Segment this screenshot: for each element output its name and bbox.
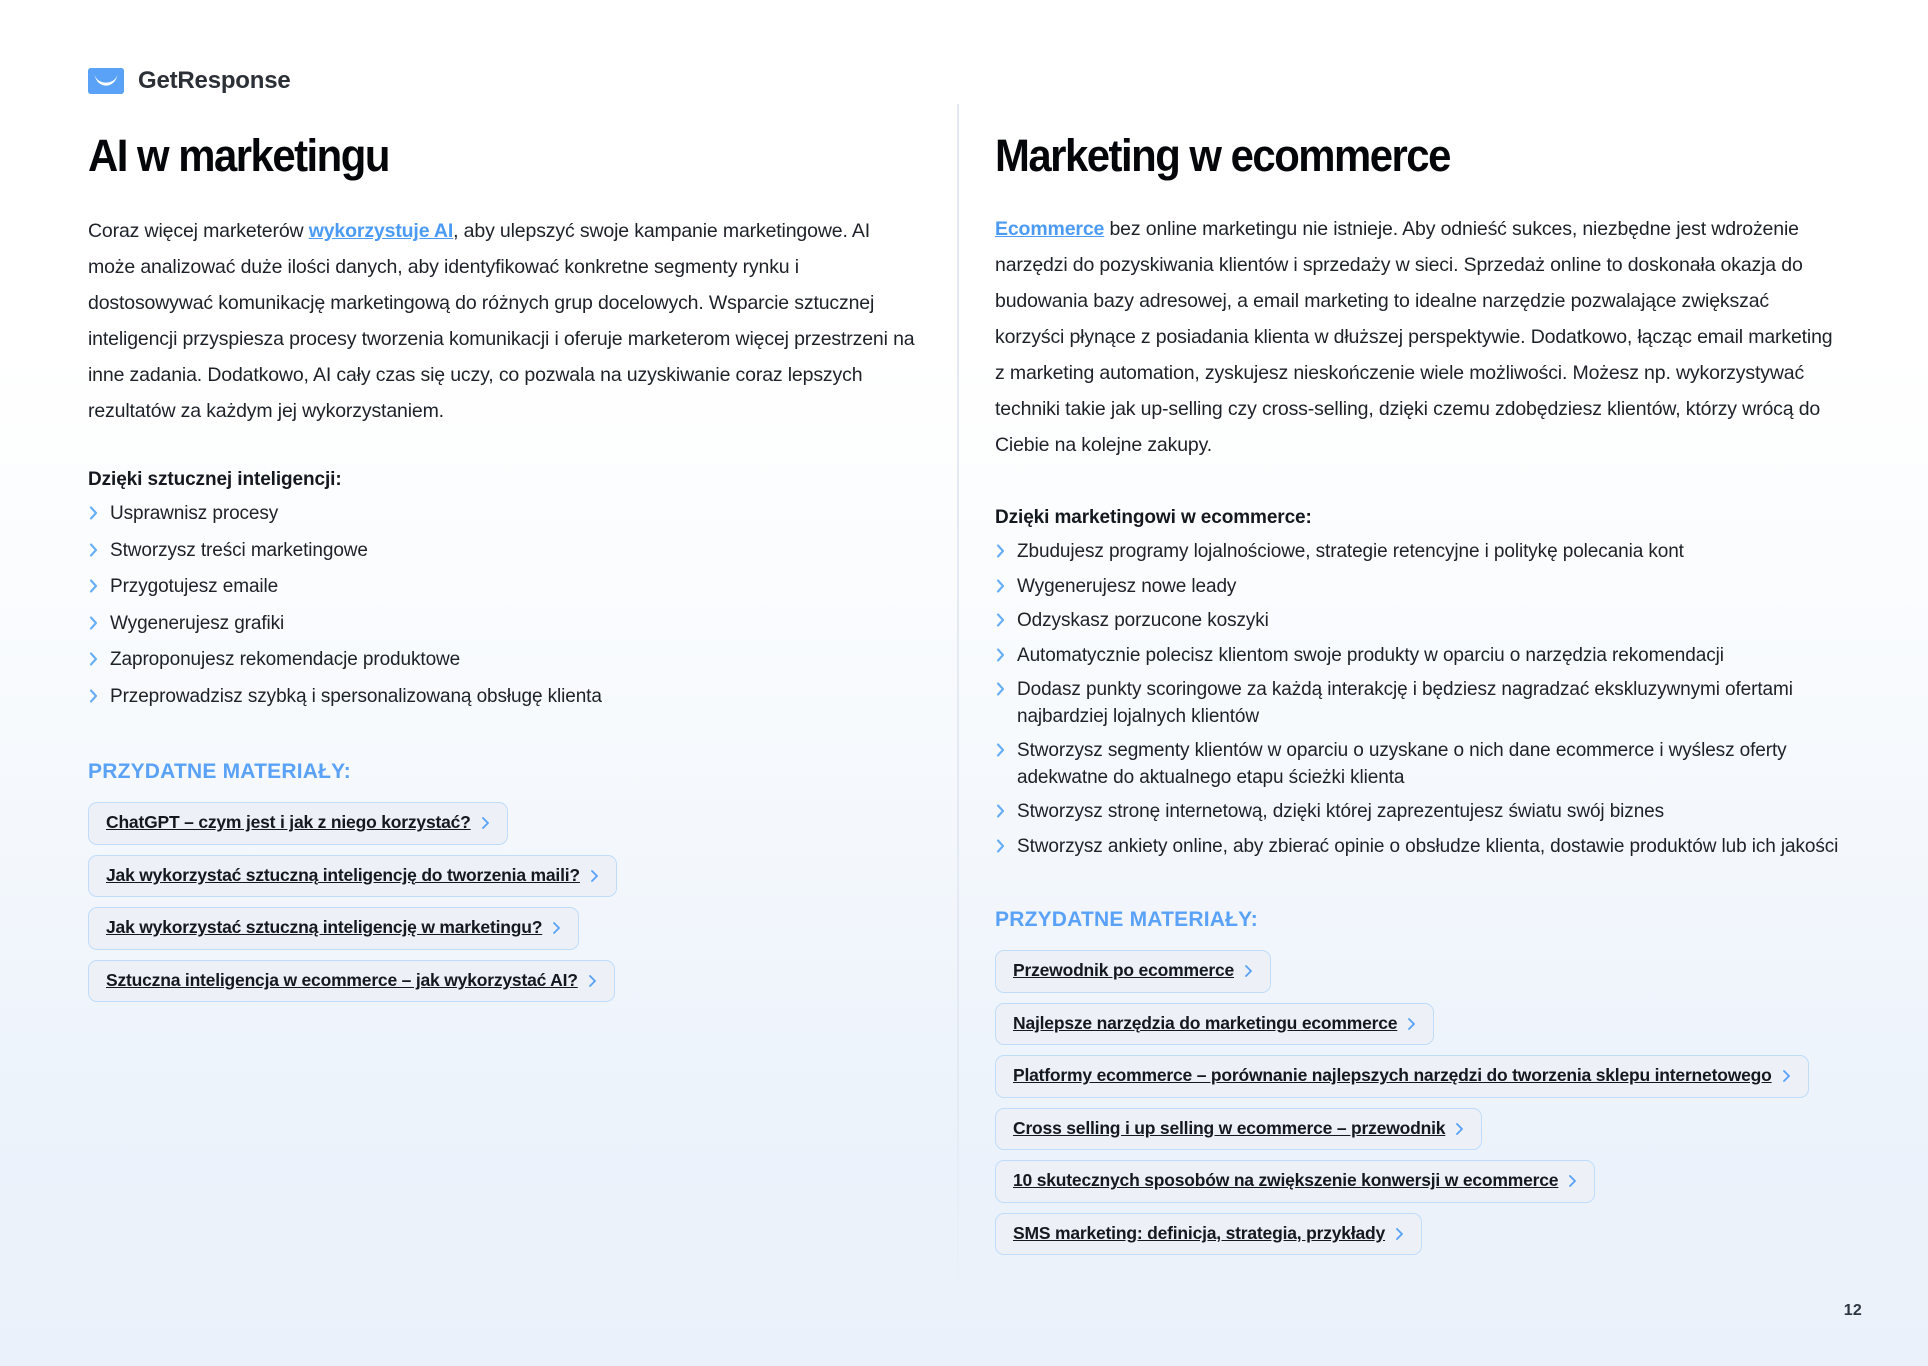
- right-paragraph-rest: bez online marketingu nie istnieje. Aby odnieść sukces, niezbędne jest wdrożenie narzędzi do pozyskiwania klientów i sprzedaży w sieci. Sprzedaż online to doskonała okazja do budowania bazy adresowej, a email marketing to idealne narzędzie pozwalające zwiększać korzyści płynące z posiadania klienta w dłuższej perspektywie. Dodatkowo, łącząc email marketing z marketing automation, zyskujesz nieskończenie wiele możliwości. Możesz np. wykorzystywać techniki takie jak up-selling czy cross-selling, dzięki czemu zdobędziesz klientów, którzy wrócą do Ciebie na kolejne zakupy.: [995, 218, 1833, 457]
- list-item: [995, 738, 1840, 791]
- list-item-label: Dodasz punkty scoringowe za każdą interakcję i będziesz nagradzać ekskluzywnymi ofertami najbardziej lojalnych klientów: [1017, 679, 1793, 727]
- material-link-label: Jak wykorzystać sztuczną inteligencję w marketingu?: [106, 917, 543, 938]
- chevron-right-icon: [1395, 1227, 1404, 1241]
- material-link-label: Platformy ecommerce – porównanie najlepszych narzędzi do tworzenia sklepu internetowego: [1013, 1065, 1772, 1086]
- material-link-button[interactable]: [995, 1160, 1595, 1203]
- chevron-right-icon: [1455, 1122, 1464, 1136]
- right-section-title: Marketing w ecommerce: [995, 130, 1450, 181]
- right-list-heading: Dzięki marketingowi w ecommerce:: [995, 507, 1312, 529]
- chevron-right-icon: [1568, 1174, 1577, 1188]
- list-item-label: Stworzysz ankiety online, aby zbierać opinie o obsłudze klienta, dostawie produktów lub ich jakości: [1017, 835, 1839, 857]
- list-item-label: Stworzysz stronę internetową, dzięki której zaprezentujesz światu swój biznes: [1017, 801, 1665, 823]
- list-item: [88, 501, 918, 528]
- left-benefits-list: [88, 501, 918, 710]
- chevron-right-icon: [995, 800, 1007, 822]
- chevron-right-icon: [995, 678, 1007, 700]
- brand-name: GetResponse: [138, 67, 291, 94]
- left-section-title: AI w marketingu: [88, 130, 389, 181]
- right-column: [995, 132, 1840, 1255]
- chevron-right-icon: [88, 612, 100, 634]
- list-item: [995, 608, 1840, 635]
- left-paragraph: [88, 213, 918, 429]
- list-item: [995, 643, 1840, 670]
- material-link-button[interactable]: [88, 907, 579, 950]
- right-paragraph: [995, 211, 1840, 463]
- chevron-right-icon: [88, 539, 100, 561]
- right-materials-title: PRZYDATNE MATERIAŁY:: [995, 908, 1258, 932]
- list-item: [88, 611, 918, 638]
- list-item-label: Automatycznie polecisz klientom swoje produkty w oparciu o narzędzia rekomendacji: [1017, 644, 1724, 666]
- left-column: [88, 132, 918, 1002]
- list-item: [88, 538, 918, 565]
- list-item-label: Przygotujesz emaile: [110, 576, 279, 598]
- list-item-label: Stworzysz treści marketingowe: [110, 539, 368, 561]
- material-link-button[interactable]: [88, 960, 615, 1003]
- chevron-right-icon: [481, 816, 490, 830]
- column-divider: [957, 104, 959, 1296]
- material-link-button[interactable]: [995, 1003, 1434, 1046]
- chevron-right-icon: [995, 575, 1007, 597]
- chevron-right-icon: [588, 974, 597, 988]
- right-materials-list: [995, 950, 1840, 1255]
- chevron-right-icon: [1782, 1069, 1791, 1083]
- chevron-right-icon: [1244, 964, 1253, 978]
- right-benefits-list: [995, 539, 1840, 860]
- left-list-heading: Dzięki sztucznej inteligencji:: [88, 469, 342, 491]
- chevron-right-icon: [995, 609, 1007, 631]
- material-link-label: ChatGPT – czym jest i jak z niego korzystać?: [106, 812, 471, 833]
- list-item-label: Odzyskasz porzucone koszyki: [1017, 610, 1269, 632]
- material-link-button[interactable]: [995, 1108, 1482, 1151]
- material-link-button[interactable]: [995, 950, 1271, 993]
- list-item: [88, 684, 918, 711]
- chevron-right-icon: [995, 739, 1007, 761]
- material-link-label: Cross selling i up selling w ecommerce – przewodnik: [1013, 1117, 1446, 1138]
- list-item-label: Zaproponujesz rekomendacje produktowe: [110, 649, 461, 671]
- list-item: [995, 799, 1840, 826]
- list-item-label: Usprawnisz procesy: [110, 503, 279, 525]
- envelope-icon: [88, 68, 124, 94]
- chevron-right-icon: [88, 685, 100, 707]
- material-link-button[interactable]: [88, 855, 617, 898]
- list-item: [995, 834, 1840, 861]
- chevron-right-icon: [88, 648, 100, 670]
- chevron-right-icon: [1407, 1017, 1416, 1031]
- left-materials-list: [88, 802, 918, 1002]
- chevron-right-icon: [552, 921, 561, 935]
- list-item: [88, 647, 918, 674]
- material-link-label: 10 skutecznych sposobów na zwiększenie konwersji w ecommerce: [1013, 1170, 1559, 1191]
- material-link-label: Jak wykorzystać sztuczną inteligencję do tworzenia maili?: [106, 864, 580, 885]
- chevron-right-icon: [88, 502, 100, 524]
- list-item: [995, 677, 1840, 730]
- chevron-right-icon: [88, 575, 100, 597]
- link-ecommerce[interactable]: Ecommerce: [995, 218, 1105, 241]
- list-item-label: Wygenerujesz grafiki: [110, 612, 285, 634]
- left-paragraph-lead: Coraz więcej marketerów: [88, 220, 309, 243]
- material-link-button[interactable]: [88, 802, 508, 845]
- material-link-label: SMS marketing: definicja, strategia, przykłady: [1013, 1222, 1386, 1243]
- list-item-label: Zbudujesz programy lojalnościowe, strategie retencyjne i politykę polecania kont: [1017, 541, 1684, 563]
- material-link-button[interactable]: [995, 1055, 1809, 1098]
- material-link-button[interactable]: [995, 1213, 1422, 1256]
- material-link-label: Sztuczna inteligencja w ecommerce – jak wykorzystać AI?: [106, 969, 578, 990]
- link-wykorzystuje-ai[interactable]: wykorzystuje AI: [308, 220, 454, 243]
- brand-logo: [88, 67, 291, 95]
- material-link-label: Najlepsze narzędzia do marketingu ecommerce: [1013, 1012, 1398, 1033]
- chevron-right-icon: [995, 644, 1007, 666]
- material-link-label: Przewodnik po ecommerce: [1013, 960, 1235, 981]
- list-item-label: Wygenerujesz nowe leady: [1017, 575, 1237, 597]
- list-item: [995, 539, 1840, 566]
- page-number: 12: [1843, 1302, 1862, 1319]
- list-item: [995, 574, 1840, 601]
- chevron-right-icon: [995, 540, 1007, 562]
- chevron-right-icon: [995, 835, 1007, 857]
- chevron-right-icon: [590, 869, 599, 883]
- list-item: [88, 574, 918, 601]
- list-item-label: Stworzysz segmenty klientów w oparciu o uzyskane o nich dane ecommerce i wyślesz oferty adekwatne do aktualnego etapu ścieżki klienta: [1017, 740, 1787, 788]
- left-materials-title: PRZYDATNE MATERIAŁY:: [88, 760, 351, 784]
- list-item-label: Przeprowadzisz szybką i spersonalizowaną obsługę klienta: [110, 685, 602, 707]
- left-paragraph-rest: , aby ulepszyć swoje kampanie marketingowe. AI może analizować duże ilości danych, aby identyfikować konkretne segmenty rynku i dostosowywać komunikację marketingową do różnych grup docelowych. Wsparcie sztucznej inteligencji przyspiesza procesy tworzenia komunikacji i oferuje marketerom więcej przestrzeni na inne zadania. Dodatkowo, AI cały czas się uczy, co pozwala na uzyskiwanie coraz lepszych rezultatów za każdym jej wykorzystaniem.: [88, 220, 915, 423]
